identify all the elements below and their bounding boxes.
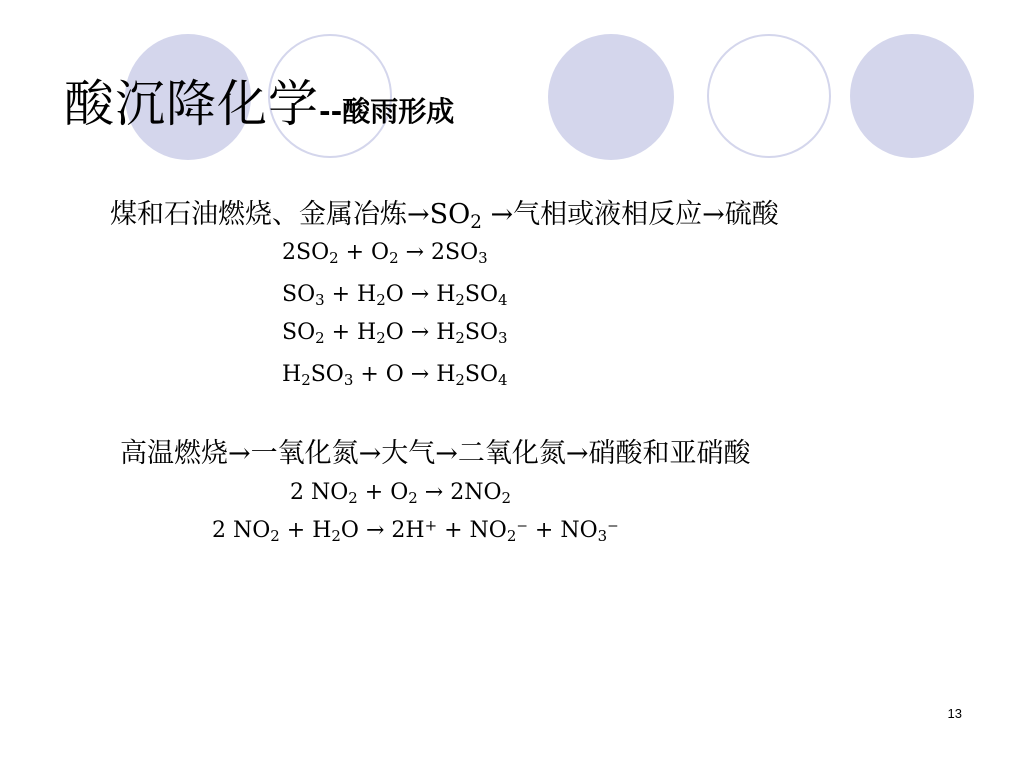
subscript: 2 — [301, 371, 311, 390]
equation-line — [282, 282, 508, 310]
subscript: 4 — [498, 371, 508, 390]
equation-text: + H — [324, 320, 377, 345]
subscript: 2 — [455, 291, 465, 310]
subscript: 2 — [331, 527, 341, 546]
subscript: 2 — [376, 329, 386, 348]
title-main: 酸沉降化学 — [64, 75, 319, 133]
decor-circle — [850, 34, 974, 158]
sulfur-process-text — [110, 192, 779, 234]
equation-text: 2SO — [282, 240, 330, 265]
equation-text: O → 2H — [340, 518, 425, 543]
decor-circle-outline — [707, 34, 831, 158]
equation-text: 2 NO — [212, 518, 271, 543]
equation-text: SO — [464, 320, 499, 345]
sulfur-process-part1: 煤和石油燃烧、金属冶炼→SO — [110, 199, 471, 230]
equation-text: + O → H — [353, 362, 456, 387]
subscript: 2 — [389, 249, 399, 268]
equation-text: SO — [464, 362, 499, 387]
page-title — [64, 64, 454, 136]
subscript: 2 — [315, 329, 325, 348]
equation-text: ⁻ + NO — [516, 518, 598, 543]
subscript: 3 — [315, 291, 325, 310]
equation-text: + NO — [437, 518, 507, 543]
equation-text: H — [282, 362, 302, 387]
subscript: 2 — [348, 489, 358, 508]
subscript: 2 — [329, 249, 339, 268]
equation-text: + H — [324, 282, 377, 307]
equation-text: ⁻ — [607, 518, 619, 543]
subscript: 3 — [478, 249, 488, 268]
equation-line — [212, 516, 619, 546]
equation-text: → 2NO — [417, 480, 502, 505]
subscript: 3 — [597, 527, 608, 546]
equation-text: + O — [357, 480, 409, 505]
sulfur-process-part2: →气相或液相反应→硫酸 — [481, 199, 779, 230]
subscript: 2 — [270, 527, 280, 546]
subscript: 2 — [506, 527, 517, 546]
subscript: 3 — [343, 371, 354, 390]
subscript: 2 — [408, 489, 418, 508]
subscript: 2 — [501, 489, 511, 508]
equation-text: O → H — [385, 282, 456, 307]
subscript: 2 — [455, 371, 465, 390]
equation-text: SO — [282, 320, 316, 345]
equation-line — [282, 240, 488, 268]
subscript: 3 — [498, 329, 508, 348]
equation-text: + O — [338, 240, 390, 265]
sulfur-process-sub: 2 — [470, 212, 482, 234]
equation-text: → 2SO — [398, 240, 479, 265]
subscript: 4 — [498, 291, 508, 310]
decor-circle — [548, 34, 674, 160]
equation-text: O → H — [385, 320, 456, 345]
subscript: 2 — [455, 329, 465, 348]
equation-text: SO — [310, 362, 344, 387]
equation-line — [290, 480, 511, 508]
equation-text: + H — [279, 518, 332, 543]
equation-line — [282, 320, 508, 348]
nitrogen-process-text: 高温燃烧→一氧化氮→大气→二氧化氮→硝酸和亚硝酸 — [120, 438, 751, 469]
subscript: 2 — [376, 291, 386, 310]
equation-text: SO — [282, 282, 316, 307]
equation-text: SO — [464, 282, 499, 307]
title-subtitle: --酸雨形成 — [319, 95, 455, 128]
superscript: + — [424, 516, 438, 535]
page-number: 13 — [947, 706, 962, 721]
equation-line — [282, 362, 508, 390]
equation-text: 2 NO — [290, 480, 349, 505]
